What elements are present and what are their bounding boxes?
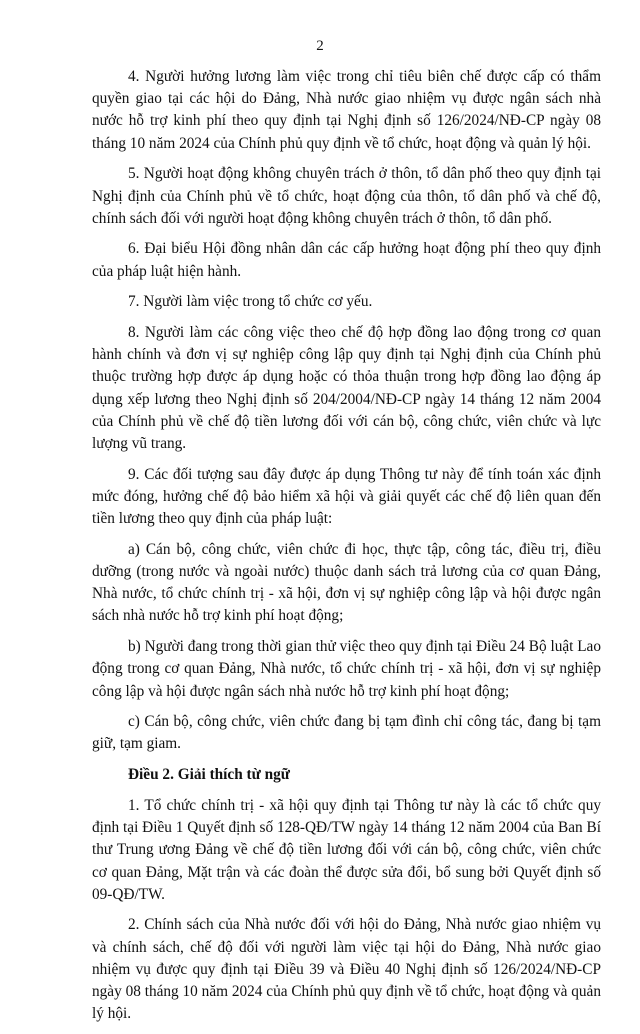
paragraph-item-7: 7. Người làm việc trong tổ chức cơ yếu. <box>128 293 373 311</box>
paragraph-item-4: 4. Người hưởng lương làm việc trong chỉ tiêu biên chế được cấp có thẩm quyền giao tại các hội do Đảng, Nhà nước giao nhiệm vụ được ngân sách nhà nước hỗ trợ kinh phí theo quy định tại Nghị định số 126/2024/NĐ-CP ngày 08 tháng 10 năm 2024 của Chính phủ quy định về tổ chức, hoạt động và quản lý hội. <box>92 68 601 152</box>
paragraph-item-9: 9. Các đối tượng sau đây được áp dụng Thông tư này để tính toán xác định mức đóng, hưởng chế độ bảo hiểm xã hội và giải quyết các chế độ liên quan đến tiền lương theo quy định của pháp luật: <box>92 465 601 528</box>
paragraph-item-5: 5. Người hoạt động không chuyên trách ở thôn, tổ dân phố theo quy định tại Nghị định của Chính phủ về tổ chức, hoạt động của thôn, tổ dân phố và chế độ, chính sách đối với người hoạt động không chuyên trách ở thôn, tổ dân phố. <box>92 165 601 227</box>
article-2-clause-1: 1. Tổ chức chính trị - xã hội quy định tại Thông tư này là các tổ chức quy định tại Điều 1 Quyết định số 128-QĐ/TW ngày 14 tháng 12 năm 2004 của Ban Bí thư Trung ương Đảng về chế độ tiền lương đối với cán bộ, công chức, viên chức cơ quan Đảng, Mặt trận và các đoàn thể được sửa đổi, bổ sung bởi Quyết định số 09-QĐ/TW. <box>92 796 601 903</box>
article-2-heading: Điều 2. Giải thích từ ngữ <box>128 766 290 784</box>
document-body <box>92 66 601 1034</box>
paragraph-item-9a: a) Cán bộ, công chức, viên chức đi học, thực tập, công tác, điều trị, điều dưỡng (trong nước và ngoài nước) thuộc danh sách trả lương của cơ quan Đảng, Nhà nước, tổ chức chính trị - xã hội, đơn vị sự nghiệp công lập và hội được ngân sách nhà nước hỗ trợ kinh phí hoạt động; <box>92 540 601 625</box>
paragraph-item-8: 8. Người làm các công việc theo chế độ hợp đồng lao động trong cơ quan hành chính và đơn vị sự nghiệp công lập quy định tại Nghị định của Chính phủ thuộc trường hợp được áp dụng hoặc có thỏa thuận trong hợp đồng lao động áp dụng xếp lương theo Nghị định số 204/2004/NĐ-CP ngày 14 tháng 12 năm 2004 của Chính phủ về chế độ tiền lương đối với cán bộ, công chức, viên chức và lực lượng vũ trang. <box>92 324 601 453</box>
paragraph-item-6: 6. Đại biểu Hội đồng nhân dân các cấp hưởng hoạt động phí theo quy định của pháp luật hiện hành. <box>92 240 601 280</box>
paragraph-item-9c: c) Cán bộ, công chức, viên chức đang bị tạm đình chỉ công tác, đang bị tạm giữ, tạm giam. <box>92 713 601 753</box>
article-2-clause-2: 2. Chính sách của Nhà nước đối với hội do Đảng, Nhà nước giao nhiệm vụ và chính sách, chế độ đối với người làm việc tại hội do Đảng, Nhà nước giao nhiệm vụ được quy định tại Điều 39 và Điều 40 Nghị định số 126/2024/NĐ-CP ngày 08 tháng 10 năm 2024 của Chính phủ quy định về tổ chức, hoạt động và quản lý hội. <box>92 916 601 1023</box>
paragraph-item-9b: b) Người đang trong thời gian thử việc theo quy định tại Điều 24 Bộ luật Lao động trong cơ quan Đảng, Nhà nước, tổ chức chính trị - xã hội, đơn vị sự nghiệp công lập và hội được ngân sách nhà nước hỗ trợ kinh phí hoạt động; <box>92 638 601 700</box>
page-number: 2 <box>316 38 324 54</box>
